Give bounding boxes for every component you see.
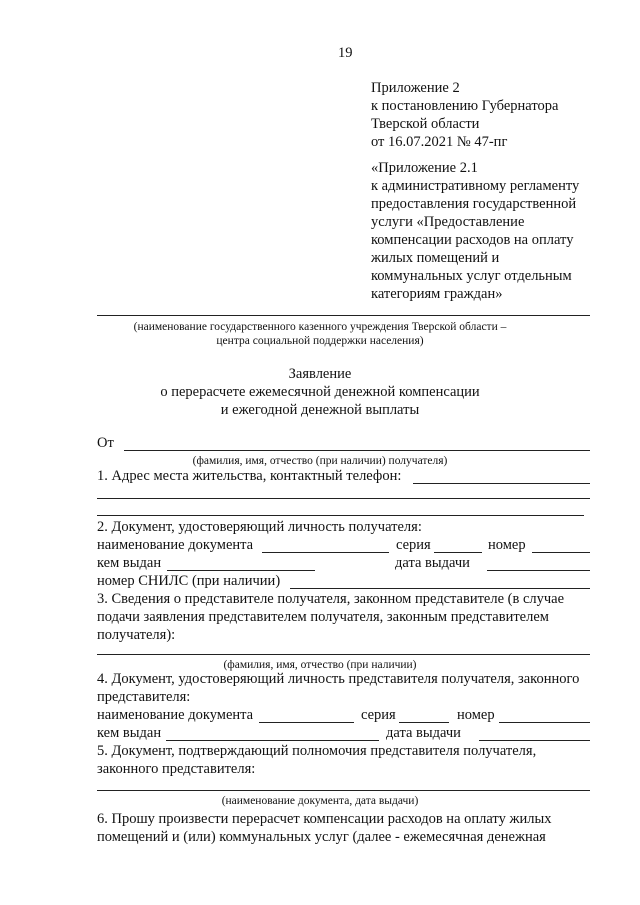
item2-issued-by-label: кем выдан <box>97 555 162 571</box>
item3-line3: получателя): <box>97 627 176 643</box>
item2-issue-date-label: дата выдачи <box>395 555 470 571</box>
from-label: От <box>97 435 114 451</box>
appendix2-line1: Приложение 2 <box>371 80 460 96</box>
institution-name-line[interactable] <box>97 315 590 316</box>
appendix21-line7: коммунальных услуг отдельным <box>371 268 572 284</box>
item4-doc-name-label: наименование документа <box>97 707 254 723</box>
address-line3[interactable] <box>97 515 584 516</box>
appendix2-line4: от 16.07.2021 № 47-пг <box>371 134 508 150</box>
item2-issue-date-field[interactable] <box>487 570 590 571</box>
appendix21-line2: к административному регламенту <box>371 178 580 194</box>
address-line2[interactable] <box>97 498 590 499</box>
item4-line2: представителя: <box>97 689 191 705</box>
page-number: 19 <box>338 45 353 61</box>
item2-heading: 2. Документ, удостоверяющий личность получателя: <box>97 519 422 535</box>
item4-line1: 4. Документ, удостоверяющий личность представителя получателя, законного <box>97 671 580 687</box>
item2-doc-name-label: наименование документа <box>97 537 254 553</box>
item6-line1: 6. Прошу произвести перерасчет компенсации расходов на оплату жилых <box>97 811 552 827</box>
item4-series-field[interactable] <box>399 722 449 723</box>
item1-label: 1. Адрес места жительства, контактный телефон: <box>97 468 402 484</box>
recipient-name-line[interactable] <box>124 450 590 451</box>
item4-number-field[interactable] <box>499 722 590 723</box>
item2-doc-name-field[interactable] <box>262 552 389 553</box>
item2-snils-label: номер СНИЛС (при наличии) <box>97 573 281 589</box>
item4-issued-by-field[interactable] <box>166 740 379 741</box>
item4-doc-name-field[interactable] <box>259 722 354 723</box>
item2-issued-by-field[interactable] <box>167 570 315 571</box>
appendix21-line8: категориям граждан» <box>371 286 503 302</box>
item6-line2: помещений и (или) коммунальных услуг (далее - ежемесячная денежная <box>97 829 546 845</box>
institution-caption-line1: (наименование государственного казенного учреждения Тверской области – <box>133 321 507 333</box>
item5-line1: 5. Документ, подтверждающий полномочия представителя получателя, <box>97 743 537 759</box>
appendix2-block <box>371 79 558 151</box>
item4-issued-by-label: кем выдан <box>97 725 162 741</box>
item2-series-label: серия <box>396 537 431 553</box>
title-line2: о перерасчете ежемесячной денежной компенсации <box>160 384 480 400</box>
appendix21-line4: услуги «Предоставление <box>371 214 525 230</box>
appendix21-line1: «Приложение 2.1 <box>371 160 478 176</box>
item3-line2: подачи заявления представителем получателя, законным представителем <box>97 609 549 625</box>
title-line3: и ежегодной денежной выплаты <box>220 402 420 418</box>
representative-caption: (фамилия, имя, отчество (при наличии) <box>223 659 417 671</box>
authority-document-caption: (наименование документа, дата выдачи) <box>221 795 419 807</box>
title-line1: Заявление <box>288 366 352 382</box>
address-line1[interactable] <box>413 483 590 484</box>
item4-issue-date-field[interactable] <box>479 740 590 741</box>
institution-caption-line2: центра социальной поддержки населения) <box>216 335 424 347</box>
item2-series-field[interactable] <box>434 552 482 553</box>
item4-number-label: номер <box>457 707 495 723</box>
appendix21-block <box>371 159 579 303</box>
appendix21-line5: компенсации расходов на оплату <box>371 232 574 248</box>
appendix21-line3: предоставления государственной <box>371 196 577 212</box>
authority-document-line[interactable] <box>97 790 590 791</box>
item2-number-label: номер <box>488 537 526 553</box>
item4-series-label: серия <box>361 707 396 723</box>
item4-issue-date-label: дата выдачи <box>386 725 461 741</box>
appendix2-line2: к постановлению Губернатора <box>371 98 559 114</box>
recipient-caption: (фамилия, имя, отчество (при наличии) получателя) <box>192 455 448 467</box>
item2-number-field[interactable] <box>532 552 590 553</box>
item3-line1: 3. Сведения о представителе получателя, законном представителе (в случае <box>97 591 565 607</box>
representative-name-line[interactable] <box>97 654 590 655</box>
appendix21-line6: жилых помещений и <box>371 250 500 266</box>
item5-line2: законного представителя: <box>97 761 256 777</box>
item2-snils-field[interactable] <box>290 588 590 589</box>
appendix2-line3: Тверской области <box>371 116 480 132</box>
